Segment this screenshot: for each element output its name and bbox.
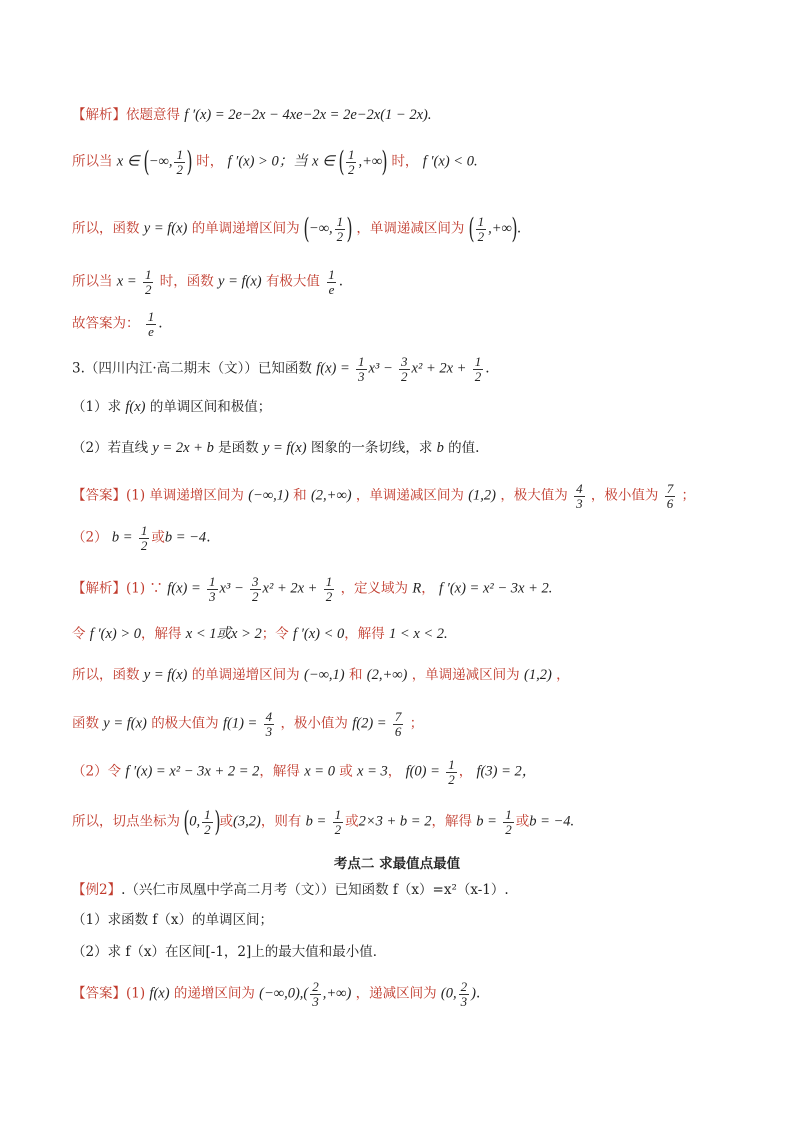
example2-label: 【例2】 xyxy=(72,882,122,898)
math: b = −4 xyxy=(164,529,207,546)
fraction xyxy=(207,575,218,603)
text: 图象的一条切线，求 xyxy=(310,440,433,456)
num: 1 xyxy=(328,267,335,282)
answer-line-2 xyxy=(72,524,210,552)
fraction xyxy=(574,482,585,510)
text: （2）若直线 xyxy=(72,440,149,456)
fraction xyxy=(333,808,344,836)
math: y = f(x) xyxy=(218,273,262,290)
fraction xyxy=(335,215,346,243)
answer-line-1 xyxy=(72,482,695,510)
example-2 xyxy=(72,884,509,898)
math: 0, xyxy=(189,813,201,830)
math: f ′(x) > 0；当 xyxy=(227,153,308,170)
paren: ) xyxy=(346,212,353,246)
den: 6 xyxy=(394,723,402,739)
text: ，递减区间为 xyxy=(355,985,437,1002)
math: 1 < x < 2. xyxy=(389,626,448,642)
solution2-line-5 xyxy=(72,758,536,786)
den: 2 xyxy=(334,821,342,837)
den: 2 xyxy=(204,821,211,837)
text: 所以当 xyxy=(72,153,113,170)
math: y = f(x) xyxy=(143,667,188,683)
math: f(0) = xyxy=(405,763,440,780)
num: 1 xyxy=(144,267,152,282)
fraction xyxy=(264,710,275,738)
fraction xyxy=(346,148,357,176)
math: x = xyxy=(116,273,137,290)
solution2-line-2 xyxy=(72,627,448,642)
math: x² + 2x + xyxy=(411,360,467,377)
fraction xyxy=(356,355,367,383)
daan-label: 【答案】 xyxy=(72,985,126,1002)
paren: ( xyxy=(303,212,310,246)
den: 3 xyxy=(312,993,319,1009)
num: 1 xyxy=(325,574,333,589)
text: ；令 xyxy=(261,626,289,642)
question-3-part-2 xyxy=(72,441,479,456)
math: f(x) xyxy=(149,985,170,1002)
text: (1) ∵ xyxy=(126,580,163,597)
math: y = f(x) xyxy=(262,440,307,456)
math: f ′(x) < 0 xyxy=(293,626,345,642)
den: 3 xyxy=(265,723,273,739)
text: ， xyxy=(556,667,570,683)
text: 或 xyxy=(345,813,359,830)
num: 4 xyxy=(265,709,273,724)
num: 1 xyxy=(334,807,342,822)
num: 4 xyxy=(576,481,583,496)
text: 或 xyxy=(339,763,353,780)
num: 1 xyxy=(358,354,365,369)
den: 2 xyxy=(474,368,482,384)
text: ，解得 xyxy=(259,763,300,780)
text: 的单调区间和极值； xyxy=(149,399,272,415)
text: 时， xyxy=(391,153,419,170)
text: ， xyxy=(387,763,402,780)
num: 1 xyxy=(336,214,344,229)
text: 是函数 xyxy=(218,440,259,456)
num: 1 xyxy=(505,807,512,822)
daan-label: 【答案】 xyxy=(72,487,126,504)
fraction xyxy=(146,310,157,338)
fraction xyxy=(174,148,185,176)
math: f(x) xyxy=(125,399,146,415)
text: 的值. xyxy=(448,440,480,456)
example-2-answer xyxy=(72,980,480,1008)
text: 所以，函数 xyxy=(72,220,140,237)
math: (0, xyxy=(440,985,457,1002)
text: （2） xyxy=(72,529,108,546)
fraction xyxy=(250,575,261,603)
text: ，解得 xyxy=(141,626,182,642)
text: 的单调递增区间为 xyxy=(191,220,300,237)
jiexi-label: 【解析】 xyxy=(72,107,126,123)
question-3-part-1 xyxy=(72,400,271,415)
math: (−∞,1) xyxy=(303,667,345,683)
num: 2 xyxy=(312,979,319,994)
den: 3 xyxy=(460,993,468,1009)
math: f(3) = 2， xyxy=(476,763,537,780)
fraction xyxy=(326,268,337,296)
num: 7 xyxy=(394,709,402,724)
period: . xyxy=(158,315,163,332)
text: 和 xyxy=(348,667,363,683)
fraction xyxy=(473,355,484,383)
solution-line-2 xyxy=(72,145,478,179)
text: （2）求 f（x）在区间[-1，2]上的最大值和最小值． xyxy=(72,944,387,960)
fraction xyxy=(399,355,410,383)
math: −∞, xyxy=(148,153,173,170)
den: 2 xyxy=(401,368,408,384)
math: (2,+∞) xyxy=(366,667,408,683)
solution-line-1 xyxy=(72,108,431,123)
fraction xyxy=(310,980,321,1008)
math: ,+∞ xyxy=(488,220,512,237)
text: 的单调递增区间为 xyxy=(191,667,300,683)
math: (−∞,0),( xyxy=(259,985,309,1002)
num: 1 xyxy=(474,354,482,369)
fraction xyxy=(324,575,335,603)
den: 2 xyxy=(477,228,485,244)
fraction xyxy=(143,268,154,296)
den: 3 xyxy=(209,588,216,604)
math: b = −4. xyxy=(529,813,575,830)
den: 2 xyxy=(336,228,344,244)
text: (1) 单调递增区间为 xyxy=(126,487,244,504)
text: ，解得 xyxy=(431,813,472,830)
text: (1) xyxy=(126,985,146,1002)
math: ,+∞ xyxy=(358,153,383,170)
text: 的极大值为 xyxy=(151,715,219,732)
text: ，单调递减区间为 xyxy=(355,487,464,504)
math: (3,2) xyxy=(233,813,261,830)
den: 3 xyxy=(576,495,583,511)
paren: ( xyxy=(183,805,190,839)
text: 函数 xyxy=(72,715,99,732)
den: 2 xyxy=(176,161,183,177)
text: ； xyxy=(681,487,695,504)
fraction xyxy=(459,980,470,1008)
text: 有极大值 xyxy=(265,273,320,290)
text: ，单调递减区间为 xyxy=(411,667,520,683)
math: x = 0 xyxy=(304,763,335,780)
paren: ( xyxy=(143,145,150,179)
paren: ) xyxy=(214,805,221,839)
text: .（兴仁市凤凰中学高二月考（文））已知函数 f（x）=x²（x-1）. xyxy=(121,882,509,898)
question-3 xyxy=(72,355,490,383)
math: f ′(x) = x² − 3x + 2 = 2 xyxy=(125,763,260,780)
text: ，极小值为 xyxy=(590,487,659,504)
math: 2×3 + b = 2 xyxy=(358,813,432,830)
den: 2 xyxy=(347,161,355,177)
example-2-part-1 xyxy=(72,914,273,928)
jiexi-label: 【解析】 xyxy=(72,580,126,597)
paren: ( xyxy=(338,145,345,179)
solution2-line-6 xyxy=(72,805,575,839)
den: e xyxy=(328,281,335,297)
math: f(2) = xyxy=(352,715,387,732)
solution2-line-1 xyxy=(72,575,552,603)
math: x = 3 xyxy=(357,763,388,780)
text: ，解得 xyxy=(344,626,385,642)
math: x ∈ xyxy=(312,153,335,170)
math: (1,2) xyxy=(468,487,497,504)
period: . xyxy=(206,529,211,546)
num: 2 xyxy=(460,979,468,994)
text: 的递增区间为 xyxy=(173,985,255,1002)
paren: ) xyxy=(186,145,193,179)
num: 1 xyxy=(204,807,211,822)
text: 或 xyxy=(515,813,530,830)
paren: ) xyxy=(511,212,518,246)
math: −∞, xyxy=(308,220,333,237)
math: R xyxy=(412,580,422,597)
text: 时， xyxy=(196,153,224,170)
math: f ′(x) = x² − 3x + 2. xyxy=(439,580,553,597)
fraction xyxy=(446,758,457,786)
text: 所以，函数 xyxy=(72,667,140,683)
math: b = xyxy=(305,813,327,830)
den: 2 xyxy=(325,588,333,604)
fraction xyxy=(393,710,404,738)
den: 2 xyxy=(144,281,152,297)
text: （1）求 xyxy=(72,399,122,415)
text: ，极大值为 xyxy=(500,487,568,504)
fraction xyxy=(476,215,487,243)
math: f ′(x) > 0 xyxy=(89,626,141,642)
math: b = xyxy=(111,529,133,546)
num: 1 xyxy=(140,523,148,538)
math: y = 2x + b xyxy=(152,440,214,456)
den: e xyxy=(148,323,154,339)
period: . xyxy=(485,360,490,377)
paren: ) xyxy=(381,145,388,179)
text: 时，函数 xyxy=(159,273,214,290)
math: y = f(x) xyxy=(143,220,188,237)
den: 2 xyxy=(252,588,259,604)
solution2-line-4 xyxy=(72,710,423,738)
num: 1 xyxy=(147,309,155,324)
math: b = xyxy=(476,813,497,830)
paren: ( xyxy=(468,212,475,246)
num: 7 xyxy=(666,481,674,496)
text: 所以，切点坐标为 xyxy=(72,813,180,830)
math: (−∞,1) xyxy=(248,487,289,504)
num: 3 xyxy=(401,354,408,369)
math-derivative: f ′(x) = 2e−2x − 4xe−2x = 2e−2x(1 − 2x). xyxy=(184,107,432,123)
math: x < 1或x > 2 xyxy=(185,626,262,642)
den: 3 xyxy=(358,368,365,384)
text: ； xyxy=(409,715,424,732)
num: 1 xyxy=(176,147,183,162)
num: 1 xyxy=(448,757,455,772)
num: 1 xyxy=(347,147,355,162)
period: . xyxy=(516,220,522,237)
fraction xyxy=(202,808,213,836)
math: ,+∞) xyxy=(322,985,352,1002)
math: y = f(x) xyxy=(103,715,147,732)
text: 故答案为： xyxy=(72,315,140,332)
math: f(x) = xyxy=(167,580,201,597)
num: 1 xyxy=(477,214,485,229)
solution-line-3 xyxy=(72,212,522,246)
section-title: 考点二 求最值点最值 xyxy=(333,856,461,872)
text: （2）令 xyxy=(72,763,122,780)
math: (2,+∞) xyxy=(310,487,352,504)
solution-line-4 xyxy=(72,268,343,296)
math: x² + 2x + xyxy=(262,580,318,597)
text: ，则有 xyxy=(260,813,302,830)
text: ， xyxy=(458,763,473,780)
text: 所以当 xyxy=(72,273,113,290)
text: 或 xyxy=(151,529,165,546)
math: (1,2) xyxy=(523,667,552,683)
text: 3.（四川内江·高二期末（文））已知函数 xyxy=(72,360,312,377)
den: 2 xyxy=(505,821,512,837)
text: ，极小值为 xyxy=(280,715,348,732)
text: 或 xyxy=(219,813,234,830)
math: b xyxy=(436,440,444,456)
math: f(x) = xyxy=(316,360,350,377)
math: f(1) = xyxy=(222,715,258,732)
text: （1）求函数 f（x）的单调区间； xyxy=(72,912,273,928)
math: x ∈ xyxy=(116,153,140,170)
fraction xyxy=(665,482,676,510)
math: ) xyxy=(471,985,476,1002)
text: ，单调递减区间为 xyxy=(356,220,465,237)
math: f ′(x) < 0. xyxy=(422,153,478,170)
den: 2 xyxy=(140,537,148,553)
den: 6 xyxy=(666,495,674,511)
example-2-part-2 xyxy=(72,946,386,960)
solution-line-5 xyxy=(72,310,163,338)
period: . xyxy=(475,985,481,1002)
text: 依题意得 xyxy=(126,107,180,123)
fraction xyxy=(139,524,150,552)
math: x³ − xyxy=(219,580,244,597)
text: ，定义域为 xyxy=(340,580,409,597)
math: x³ − xyxy=(368,360,393,377)
solution2-line-3 xyxy=(72,668,570,683)
num: 1 xyxy=(209,574,216,589)
period: . xyxy=(338,273,344,290)
text: 令 xyxy=(72,626,86,642)
num: 3 xyxy=(252,574,259,589)
text: ， xyxy=(421,580,435,597)
fraction xyxy=(503,808,514,836)
text: 和 xyxy=(293,487,307,504)
den: 2 xyxy=(448,771,455,787)
